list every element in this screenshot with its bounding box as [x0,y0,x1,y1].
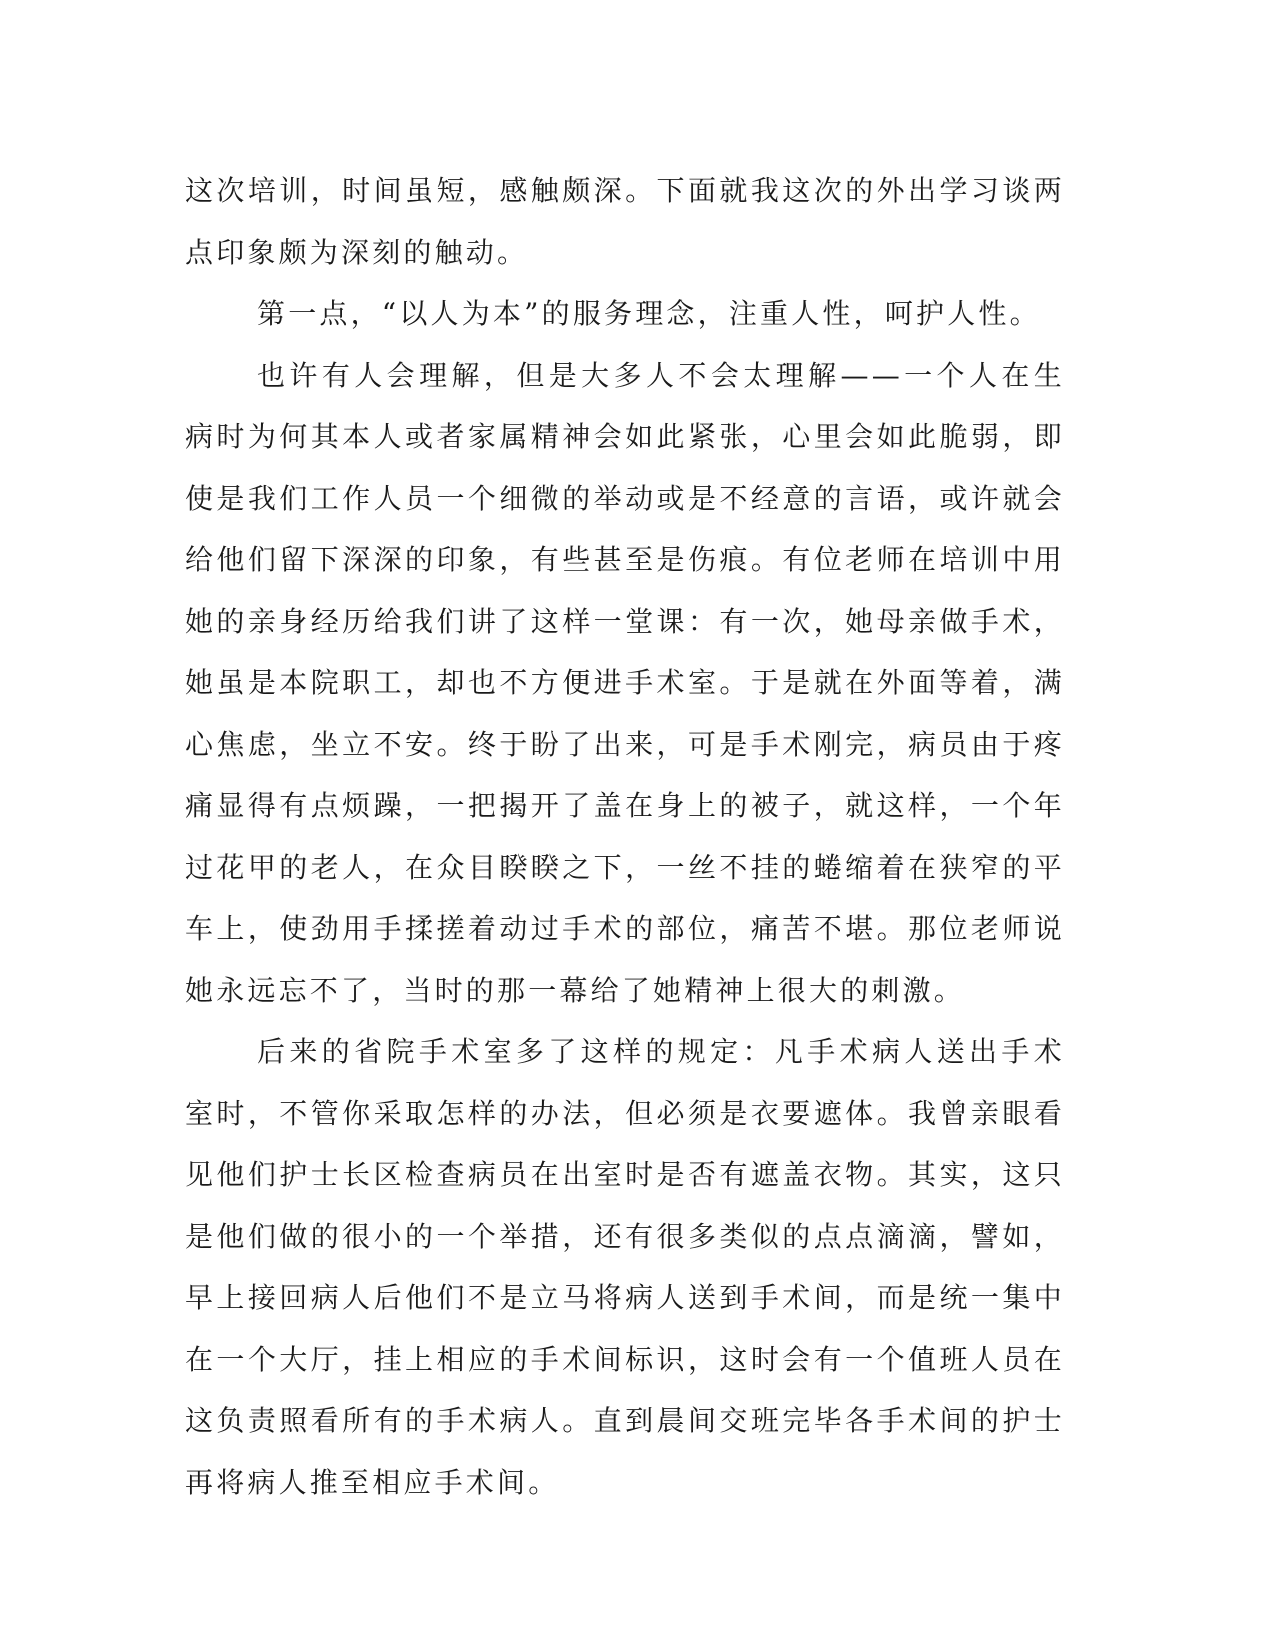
paragraph-intro: 这次培训，时间虽短，感触颇深。下面就我这次的外出学习谈两点印象颇为深刻的触动。 [185,174,1065,269]
document-page [185,160,1065,1513]
paragraph-story: 也许有人会理解，但是大多人不会太理解——一个人在生病时为何其本人或者家属精神会如此紧张，心里会如此脆弱，即使是我们工作人员一个细微的举动或是不经意的言语，或许就会给他们留下深深的印象，有些甚至是伤痕。有位老师在培训中用她的亲身经历给我们讲了这样一堂课：有一次，她母亲做手术，她虽是本院职工，却也不方便进手术室。于是就在外面等着，满心焦虑，坐立不安。终于盼了出来，可是手术刚完，病员由于疼痛显得有点烦躁，一把揭开了盖在身上的被子，就这样，一个年过花甲的老人，在众目睽睽之下，一丝不挂的蜷缩着在狭窄的平车上，使劲用手揉搓着动过手术的部位，痛苦不堪。那位老师说她永远忘不了，当时的那一幕给了她精神上很大的刺激。 [185,358,1065,1007]
paragraph-regulation: 后来的省院手术室多了这样的规定：凡手术病人送出手术室时，不管你采取怎样的办法，但必须是衣要遮体。我曾亲眼看见他们护士长区检查病员在出室时是否有遮盖衣物。其实，这只是他们做的很小的一个举措，还有很多类似的点点滴滴，譬如，早上接回病人后他们不是立马将病人送到手术间，而是统一集中在一个大厅，挂上相应的手术间标识，这时会有一个值班人员在这负责照看所有的手术病人。直到晨间交班完毕各手术间的护士再将病人推至相应手术间。 [185,1035,1065,1499]
paragraph-point-one-heading: 第一点，“以人为本”的服务理念，注重人性，呵护人性。 [257,297,1041,330]
